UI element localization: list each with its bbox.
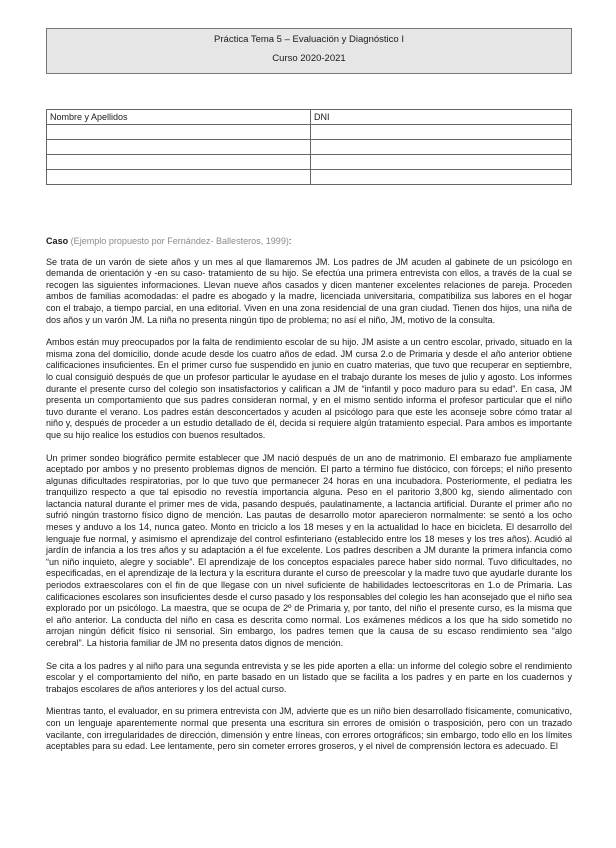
name-cell[interactable]: [47, 155, 311, 170]
table-row: [47, 140, 572, 155]
name-column-header: Nombre y Apellidos: [47, 110, 311, 125]
case-paragraph: Ambos están muy preocupados por la falta de rendimiento escolar de su hijo. JM asiste a un centro escolar, privado, situado en la misma zona del domicilio, donde acude desde los cuatro años de edad. JM cursa 2.o de Primaria y desde el año anterior obtiene calificaciones insuficientes. En el primer curso fue suspendido en junio en cuatro materias, que tuvo que recuperar en septiembre, lo cual consiguió después de que un profesor particular le ayudase en el trabajo durante los meses de julio y agosto. Los informes durante el presente curso del colegio son insatisfactorios y califican a JM de “infantil y poco maduro para su edad”. En casa, JM presenta un comportamiento que sus padres consideran normal, y en el mismo sentido informa el profesor particular que el niño tuvo durante el verano. Los padres están desconcertados y acuden al psicólogo para que este les aconseje sobre cómo tratar al niño y, después de proceder a un estudio detallado de él, decida si requiere algún tratamiento especial. Para ambos es importante que su hijo realice los estudios con buenos resultados.: [46, 337, 572, 440]
dni-column-header: DNI: [311, 110, 572, 125]
table-row: [47, 155, 572, 170]
table-header-row: [47, 110, 572, 125]
practice-title: Práctica Tema 5 – Evaluación y Diagnóstico I: [214, 34, 404, 45]
table-row: [47, 125, 572, 140]
header-box: [46, 28, 572, 74]
dni-cell[interactable]: [311, 125, 572, 140]
case-source: (Ejemplo propuesto por Fernández- Ballesteros, 1999): [70, 236, 289, 246]
case-label: Caso: [46, 236, 69, 246]
case-heading: [46, 236, 572, 248]
case-paragraph: Un primer sondeo biográfico permite establecer que JM nació después de un ano de matrimonio. El embarazo fue ampliamente aceptado por ambos y no presento problemas dignos de mención. El parto a término fue distócico, con fórceps; el niño presento algunas dificultades respiratorias, por lo que tuvo que permanecer 24 horas en una incubadora. Posteriormente, el pediatra les tranquilizo respecto a que tal episodio no revestía importancia alguna. Peso en el paritorio 3,800 kg, siendo alimentado con lactancia natural durante el primer mes de vida, pasando después, paulatinamente, a lactancia artificial. Durante el primer año no sufrió ningún trastorno físico digno de mención. Las pautas de desarrollo motor aparecieron normalmente: se sentó a los ocho meses y anduvo a los 14, nunca gateo. Monto en triciclo a los 18 meses y en la actualidad lo hace en bicicleta. El desarrollo del lenguaje fue normal, y asimismo el aprendizaje del control esfinteriano (establecido entre los 18 meses y los tres años). Acudió al jardín de infancia a los tres años y su adaptación a él fue excelente. Los padres describen a JM durante la primera infancia como “un niño inquieto, alegre y sociable”. El aprendizaje de los conceptos espaciales parece haber sido normal. Tuvo dificultades, no especificadas, en el aprendizaje de la lectura y la escritura durante el curso de preescolar y la madre tuvo que ayudarle durante los periodos extraescolares con el fin de que llegase con un nivel suficiente de habilidades lectoescritoras en 1.o de Primaria. Las calificaciones escolares son insuficientes desde el curso pasado y los responsables del colegio les han aconsejado que el niño sea explorado por un psicólogo. La maestra, que se ocupa de 2º de Primaria y, por tanto, del niño el presente curso, es la misma que el año anterior. La conducta del niño en casa es descrita como normal. Los exámenes médicos a los que ha sido sometido no arrojan ningún déficit físico ni sensorial. Sin embargo, los padres temen que la causa de su escaso rendimiento sea “algo cerebral”. La historia familiar de JM no presenta datos dignos de mención.: [46, 452, 572, 648]
student-info-table: [46, 109, 572, 185]
dni-cell[interactable]: [311, 155, 572, 170]
name-cell[interactable]: [47, 140, 311, 155]
case-paragraph: Se trata de un varón de siete años y un mes al que llamaremos JM. Los padres de JM acuden al gabinete de un psicólogo en demanda de orientación y -en su caso- tratamiento de su hijo. Se efectúa una primera entrevista con ellos, a través de la cual se recogen las siguientes informaciones. Llevan nueve años casados y dicen mantener excelentes relaciones de pareja. Proceden ambos de familias acomodadas: el padre es abogado y la madre, licenciada universitaria, compatibiliza sus labores en el hogar con el trabajo, a tiempo parcial, en una editorial. Viven en una zona residencial de una gran ciudad. Tienen dos hijos, una niña de dos años y un varón JM. La niña no presenta ningún tipo de problema; no así el niño, JM, motivo de la consulta.: [46, 256, 572, 325]
name-cell[interactable]: [47, 125, 311, 140]
dni-cell[interactable]: [311, 170, 572, 185]
case-paragraph: Mientras tanto, el evaluador, en su primera entrevista con JM, advierte que es un niño bien desarrollado físicamente, comunicativo, con un lenguaje aparentemente normal que presenta una escritura sin errores de omisión o trasposición, pero con un trazado vacilante, con irregularidades de dirección, dimensión y entre líneas, con errores ortográficos; sin embargo, todo ello en los límites aceptables para su edad. Lee lentamente, pero sin cometer errores groseros, y el nivel de comprensión lectora es adecuado. El: [46, 706, 572, 752]
case-body: [46, 236, 572, 764]
case-suffix: :: [288, 236, 292, 246]
dni-cell[interactable]: [311, 140, 572, 155]
name-cell[interactable]: [47, 170, 311, 185]
case-paragraph: Se cita a los padres y al niño para una segunda entrevista y se les pide aporten a ella: un informe del colegio sobre el rendimiento escolar y el comportamiento del niño, en parte basado en un listado que se facilita a los padres y en parte en los cuadernos y trabajos escolares de años anteriores y los del actual curso.: [46, 660, 572, 694]
course-label: Curso 2020-2021: [272, 53, 346, 64]
table-row: [47, 170, 572, 185]
